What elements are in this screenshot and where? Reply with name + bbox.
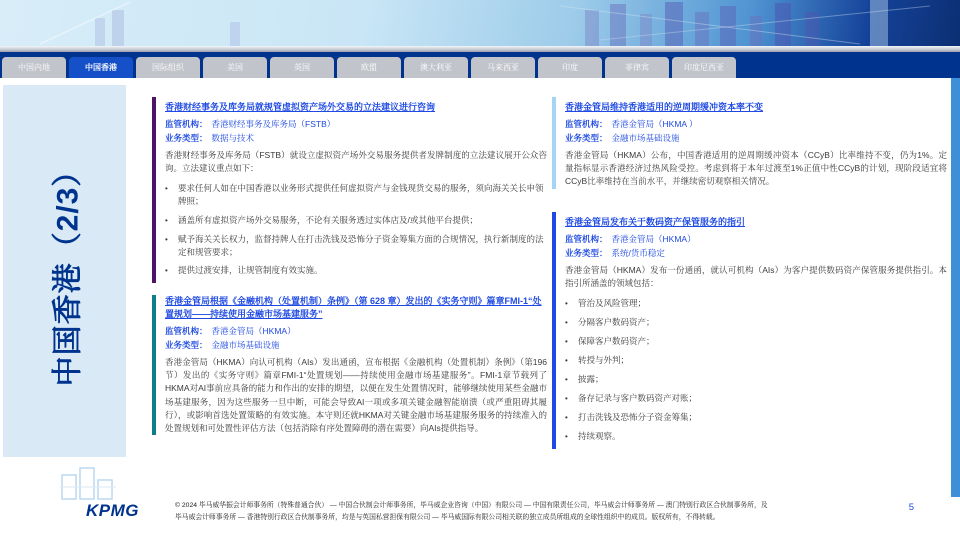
list-item: • 赋予海关关长权力，监督持牌人在打击洗钱及恐怖分子资金筹集方面的合规情况，执行新制度的法定和规管要求； [165, 233, 544, 257]
tab-philippines[interactable]: 菲律宾 [605, 57, 669, 78]
tab-mainland-china[interactable]: 中国内地 [2, 57, 66, 78]
business-type-value: 金融市场基础设施 [211, 340, 280, 351]
card-title-link[interactable]: 香港金管局维持香港适用的逆周期缓冲资本率不变 [565, 102, 764, 112]
list-item: • 要求任何人如在中国香港以业务形式提供任何虚拟资产与金钱现货交易的服务，须向海关关长申领牌照； [165, 183, 544, 207]
list-item: • 备存记录与客户数码资产对账； [565, 393, 698, 404]
business-type-row [565, 131, 947, 145]
card-hkma-fmi1 [152, 295, 547, 435]
tab-indonesia[interactable]: 印度尼西亚 [672, 57, 736, 78]
regulator-label: 监管机构： [565, 234, 608, 245]
banner-chart-graphic [0, 0, 960, 46]
bullet-list [165, 182, 547, 277]
bullet-icon: • [565, 432, 568, 442]
page-title: 中国香港（2/3） [51, 155, 85, 387]
card-hkma-ccyb [552, 97, 947, 189]
tab-hong-kong[interactable]: 中国香港 [69, 57, 133, 78]
bar-chart-decoration [60, 466, 116, 500]
regulator-row [165, 117, 547, 131]
bullet-icon: • [565, 375, 568, 385]
business-type-row [165, 131, 547, 145]
list-item: • 保障客户数码资产； [565, 336, 655, 347]
list-item: • 提供过渡安排，让规管制度有效实施。 [165, 265, 323, 276]
regulator-value: 香港财经事务及库务局（FSTB） [211, 119, 336, 130]
banner-image [0, 0, 960, 46]
business-type-label: 业务类型： [565, 133, 608, 144]
bullet-icon: • [565, 413, 568, 423]
bullet-icon: • [165, 234, 168, 244]
business-type-value: 系统/货币稳定 [611, 248, 665, 259]
bullet-icon: • [165, 215, 168, 225]
regulator-value: 香港金管局（HKMA） [611, 234, 696, 245]
list-item: • 披露； [565, 374, 604, 385]
regulator-row [165, 324, 547, 338]
sidebar [3, 85, 126, 457]
business-type-label: 业务类型： [565, 248, 608, 259]
business-type-label: 业务类型： [165, 340, 208, 351]
regulator-value: 香港金管局（HKMA） [211, 326, 296, 337]
list-item: • 涵盖所有虚拟资产场外交易服务，不论有关服务透过实体店及/或其他平台提供； [165, 214, 478, 225]
bullet-icon: • [565, 394, 568, 404]
regulator-label: 监管机构： [165, 326, 208, 337]
card-body: 香港金管局（HKMA）发布一份通函，就认可机构（AIs）为客户提供数码资产保管服务提供指引。本指引所涵盖的领域包括： [565, 265, 947, 289]
tab-united-kingdom[interactable]: 英国 [270, 57, 334, 78]
copyright-line-1: © 2024 毕马威华振会计师事务所（特殊普通合伙） — 中国合伙制会计师事务所，毕马威企业咨询（中国）有限公司 — 中国有限责任公司，毕马威会计师事务所 — 澳门特别行政区合伙制事务所，及 [175, 502, 768, 509]
tab-malaysia[interactable]: 马来西亚 [471, 57, 535, 78]
business-type-row [565, 246, 947, 260]
regulator-label: 监管机构： [165, 119, 208, 130]
tab-united-states[interactable]: 美国 [203, 57, 267, 78]
kpmg-logo: KPMG [86, 501, 139, 520]
tab-international-orgs[interactable]: 国际组织 [136, 57, 200, 78]
bullet-icon: • [565, 318, 568, 328]
region-tab-bar [0, 52, 960, 78]
region-tabs [2, 57, 736, 78]
card-body: 香港金管局（HKMA）向认可机构（AIs）发出通函，宣布根据《金融机构（处置机制）条例》（第196节）发出的《实务守则》篇章FMI-1“处置规划——持续使用金融市场基建服务”。FMI-1章节载列了HKMA对AI事前应具备的能力和作出的安排的期望，以便在发生处置情况时，能够继续使用某些金融市场基建服务，因为这些服务一旦中断，可能会导致AI一项或多项关键金融智能崩溃（或严重阻碍其履行），或影响首选处置策略的有效实施。本守则还就HKMA对关键金融市场基建服务服务的持续准入的处置规划和可处置性评估方法（包括消除有序处置障碍的潜在需要）向AIs提供指导。 [165, 357, 547, 433]
card-title-link[interactable]: 香港金管局发布关于数码资产保管服务的指引 [565, 217, 746, 227]
list-item: • 打击洗钱及恐怖分子资金筹集； [565, 412, 698, 423]
bullet-icon: • [565, 337, 568, 347]
business-type-label: 业务类型： [165, 133, 208, 144]
card-body: 香港财经事务及库务局（FSTB）就设立虚拟资产场外交易服务提供者发牌制度的立法建议展开公众咨询。立法建议重点如下： [165, 150, 547, 174]
business-type-value: 金融市场基础设施 [611, 133, 680, 144]
business-type-row [165, 338, 547, 352]
bullet-icon: • [565, 299, 568, 309]
copyright-line-2: 毕马威会计师事务所 — 香港特别行政区合伙制事务所，均是与英国私营担保有限公司 — 毕马威国际有限公司相关联的独立成员所组成的全球性组织中的成员。版权所有，不得转载。 [175, 513, 720, 521]
card-title-link[interactable]: 香港金管局根据《金融机构（处置机制）条例》（第 628 章）发出的《实务守则》篇章FMI-1“处置规划——持续使用金融市场基建服务” [165, 296, 542, 320]
bullet-list [565, 297, 947, 443]
tab-australia[interactable]: 澳大利亚 [404, 57, 468, 78]
copyright-text [175, 500, 865, 524]
bullet-icon: • [165, 266, 168, 276]
bullet-icon: • [165, 184, 168, 194]
tab-india[interactable]: 印度 [538, 57, 602, 78]
card-hkma-custody [552, 212, 947, 449]
list-item: • 持续观察。 [565, 431, 621, 442]
regulator-label: 监管机构： [565, 119, 608, 130]
page-number: 5 [908, 502, 914, 513]
list-item: • 管治及风险管理； [565, 298, 647, 309]
list-item: • 分隔客户数码资产； [565, 317, 655, 328]
bullet-icon: • [565, 356, 568, 366]
right-accent-strip [951, 78, 960, 497]
business-type-value: 数据与技术 [211, 133, 255, 144]
card-fstb-va-otc [152, 97, 547, 283]
regulator-row [565, 232, 947, 246]
list-item: • 转授与外判； [565, 355, 630, 366]
card-body: 香港金管局（HKMA）公布，中国香港适用的逆周期缓冲资本（CCyB）比率维持不变，仍为1%。定量指标显示香港经济过热风险受控。考虑到将于本年过渡至1%正值中性CCyB的计划，现阶段适宜将CCyB比率维持在当前水平，并继续密切观察相关情况。 [565, 150, 947, 187]
regulator-value: 香港金管局（HKMA ） [611, 119, 698, 130]
card-title-link[interactable]: 香港财经事务及库务局就规管虚拟资产场外交易的立法建议进行咨询 [165, 102, 436, 112]
tab-european-union[interactable]: 欧盟 [337, 57, 401, 78]
regulator-row [565, 117, 947, 131]
